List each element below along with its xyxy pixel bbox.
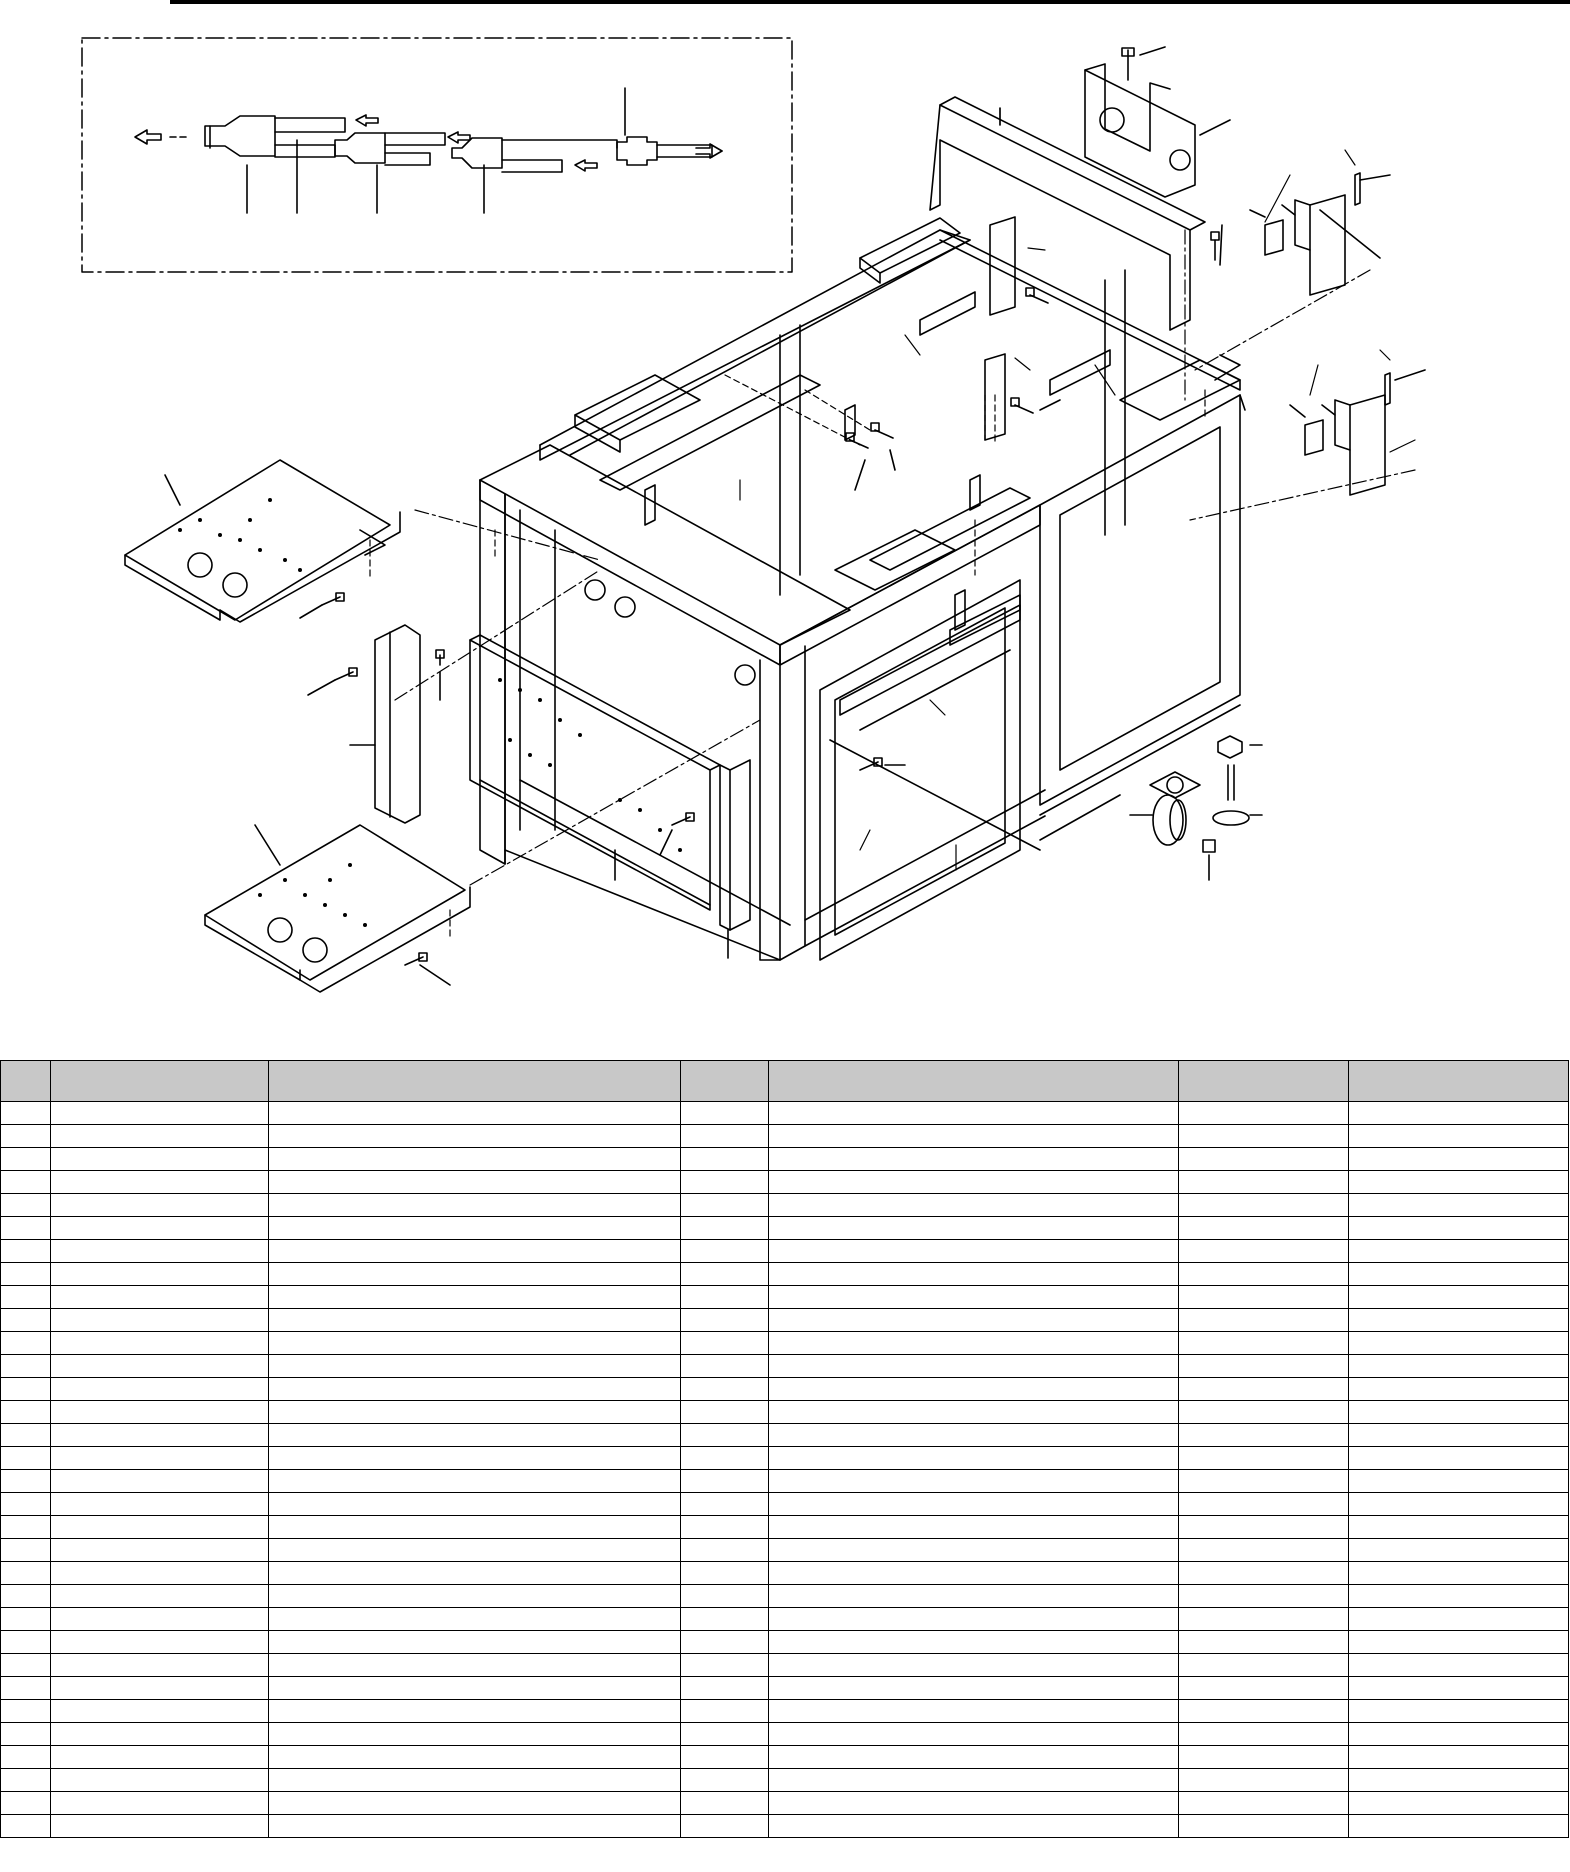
table-cell (51, 1263, 269, 1286)
table-cell (1, 1585, 51, 1608)
table-cell (769, 1286, 1179, 1309)
table-cell (269, 1539, 681, 1562)
table-cell (681, 1746, 769, 1769)
table-cell (1179, 1125, 1349, 1148)
table-cell (1179, 1309, 1349, 1332)
table-cell (1, 1309, 51, 1332)
table-cell (269, 1815, 681, 1838)
table-row (1, 1401, 1569, 1424)
table-cell (769, 1401, 1179, 1424)
header-cell (769, 1061, 1179, 1102)
table-cell (681, 1286, 769, 1309)
table-cell (769, 1332, 1179, 1355)
table-cell (269, 1746, 681, 1769)
table-cell (1349, 1746, 1569, 1769)
table-cell (1, 1539, 51, 1562)
table-cell (1349, 1608, 1569, 1631)
table-cell (1179, 1355, 1349, 1378)
caster-wheel (1130, 772, 1200, 845)
front-post (720, 760, 750, 958)
table-cell (269, 1470, 681, 1493)
table-cell (1179, 1470, 1349, 1493)
table-cell (769, 1746, 1179, 1769)
table-cell (51, 1125, 269, 1148)
table-cell (1, 1332, 51, 1355)
table-cell (1349, 1194, 1569, 1217)
table-cell (1179, 1677, 1349, 1700)
sensor-bracket-lower (1290, 370, 1425, 495)
table-cell (1, 1355, 51, 1378)
table-cell (1, 1424, 51, 1447)
table-cell (1179, 1263, 1349, 1286)
table-cell (1349, 1654, 1569, 1677)
table-cell (1, 1677, 51, 1700)
table-cell (681, 1424, 769, 1447)
air-flow-inset (82, 38, 792, 272)
table-cell (769, 1608, 1179, 1631)
table-cell (1, 1401, 51, 1424)
table-row (1, 1792, 1569, 1815)
table-cell (51, 1102, 269, 1125)
table-row (1, 1654, 1569, 1677)
header-cell (51, 1061, 269, 1102)
table-cell (769, 1240, 1179, 1263)
table-cell (1, 1171, 51, 1194)
table-cell (1, 1194, 51, 1217)
table-cell (681, 1194, 769, 1217)
table-cell (269, 1677, 681, 1700)
table-cell (1179, 1171, 1349, 1194)
table-row (1, 1700, 1569, 1723)
table-row (1, 1769, 1569, 1792)
table-cell (1349, 1769, 1569, 1792)
header-cell (1, 1061, 51, 1102)
table-cell (769, 1194, 1179, 1217)
table-cell (1349, 1240, 1569, 1263)
table-row (1, 1608, 1569, 1631)
table-row (1, 1677, 1569, 1700)
leveling-foot (1203, 736, 1262, 880)
header-cell (269, 1061, 681, 1102)
table-cell (51, 1654, 269, 1677)
table-cell (1179, 1562, 1349, 1585)
table-cell (681, 1102, 769, 1125)
table-cell (769, 1539, 1179, 1562)
table-cell (769, 1700, 1179, 1723)
table-cell (681, 1539, 769, 1562)
table-cell (51, 1217, 269, 1240)
table-row (1, 1194, 1569, 1217)
table-cell (1, 1378, 51, 1401)
table-cell (1179, 1447, 1349, 1470)
table-cell (1, 1263, 51, 1286)
table-row (1, 1332, 1569, 1355)
table-cell (1179, 1539, 1349, 1562)
table-cell (769, 1355, 1179, 1378)
table-row (1, 1125, 1569, 1148)
table-cell (769, 1378, 1179, 1401)
table-cell (1, 1723, 51, 1746)
table-cell (681, 1792, 769, 1815)
table-cell (681, 1562, 769, 1585)
table-cell (1, 1102, 51, 1125)
table-row (1, 1585, 1569, 1608)
table-cell (1179, 1608, 1349, 1631)
table-cell (1179, 1378, 1349, 1401)
header-cell (1349, 1061, 1569, 1102)
table-cell (51, 1516, 269, 1539)
table-cell (51, 1792, 269, 1815)
table-cell (1179, 1148, 1349, 1171)
table-cell (1179, 1815, 1349, 1838)
top-gantry-bracket (930, 97, 1205, 330)
table-cell (1349, 1723, 1569, 1746)
table-cell (269, 1608, 681, 1631)
table-cell (51, 1424, 269, 1447)
table-cell (1179, 1217, 1349, 1240)
table-cell (1349, 1470, 1569, 1493)
table-cell (681, 1585, 769, 1608)
table-cell (681, 1608, 769, 1631)
table-cell (1349, 1792, 1569, 1815)
table-cell (1179, 1631, 1349, 1654)
table-cell (1179, 1516, 1349, 1539)
table-cell (1, 1125, 51, 1148)
table-cell (769, 1516, 1179, 1539)
table-cell (269, 1585, 681, 1608)
table-cell (269, 1401, 681, 1424)
table-cell (1179, 1792, 1349, 1815)
table-cell (769, 1792, 1179, 1815)
table-cell (269, 1378, 681, 1401)
table-cell (681, 1378, 769, 1401)
table-cell (769, 1447, 1179, 1470)
header-cell (681, 1061, 769, 1102)
main-frame (480, 230, 1245, 960)
table-cell (1, 1792, 51, 1815)
table-cell (681, 1332, 769, 1355)
table-cell (681, 1125, 769, 1148)
table-row (1, 1148, 1569, 1171)
table-cell (1, 1608, 51, 1631)
table-cell (681, 1263, 769, 1286)
table-row (1, 1309, 1569, 1332)
table-row (1, 1631, 1569, 1654)
table-cell (51, 1332, 269, 1355)
table-cell (681, 1401, 769, 1424)
table-cell (769, 1562, 1179, 1585)
table-row (1, 1378, 1569, 1401)
table-cell (681, 1769, 769, 1792)
table-cell (269, 1263, 681, 1286)
table-cell (51, 1401, 269, 1424)
table-cell (1179, 1723, 1349, 1746)
table-cell (1349, 1562, 1569, 1585)
table-cell (1349, 1217, 1569, 1240)
table-row (1, 1815, 1569, 1838)
table-cell (51, 1723, 269, 1746)
table-cell (51, 1539, 269, 1562)
table-cell (681, 1516, 769, 1539)
table-row (1, 1102, 1569, 1125)
u-bracket (1085, 47, 1230, 197)
table-cell (1179, 1700, 1349, 1723)
table-cell (269, 1447, 681, 1470)
table-cell (769, 1493, 1179, 1516)
table-cell (681, 1470, 769, 1493)
table-cell (1349, 1677, 1569, 1700)
table-cell (769, 1815, 1179, 1838)
table-cell (51, 1286, 269, 1309)
table-cell (51, 1355, 269, 1378)
table-cell (1179, 1194, 1349, 1217)
table-cell (51, 1700, 269, 1723)
table-cell (51, 1378, 269, 1401)
table-cell (769, 1125, 1179, 1148)
table-cell (269, 1217, 681, 1240)
table-cell (769, 1654, 1179, 1677)
table-cell (681, 1677, 769, 1700)
table-cell (1349, 1700, 1569, 1723)
table-cell (51, 1562, 269, 1585)
table-cell (681, 1493, 769, 1516)
table-cell (1349, 1309, 1569, 1332)
table-cell (769, 1677, 1179, 1700)
table-cell (1349, 1539, 1569, 1562)
table-cell (51, 1309, 269, 1332)
table-row (1, 1516, 1569, 1539)
table-row (1, 1746, 1569, 1769)
table-cell (681, 1355, 769, 1378)
table-cell (269, 1493, 681, 1516)
table-row (1, 1562, 1569, 1585)
table-cell (1, 1815, 51, 1838)
table-row (1, 1263, 1569, 1286)
table-cell (1349, 1493, 1569, 1516)
table-cell (681, 1217, 769, 1240)
table-cell (269, 1286, 681, 1309)
table-row (1, 1424, 1569, 1447)
table-cell (1179, 1746, 1349, 1769)
table-cell (51, 1631, 269, 1654)
table-cell (51, 1493, 269, 1516)
parts-list-table (0, 1060, 1569, 1838)
table-cell (769, 1470, 1179, 1493)
table-cell (1179, 1585, 1349, 1608)
table-cell (769, 1309, 1179, 1332)
table-cell (51, 1194, 269, 1217)
table-cell (1179, 1286, 1349, 1309)
table-row (1, 1171, 1569, 1194)
table-cell (1349, 1815, 1569, 1838)
table-cell (681, 1447, 769, 1470)
table-cell (1179, 1332, 1349, 1355)
table-cell (269, 1125, 681, 1148)
table-cell (1349, 1424, 1569, 1447)
sensor-bracket-upper (1250, 173, 1390, 295)
table-cell (269, 1194, 681, 1217)
table-cell (269, 1240, 681, 1263)
table-cell (769, 1148, 1179, 1171)
table-cell (269, 1148, 681, 1171)
left-upper-plate (125, 460, 400, 622)
table-cell (1349, 1286, 1569, 1309)
screws (300, 225, 1222, 985)
table-cell (1, 1562, 51, 1585)
table-cell (269, 1102, 681, 1125)
table-cell (51, 1746, 269, 1769)
table-cell (681, 1309, 769, 1332)
table-cell (1, 1493, 51, 1516)
table-cell (1349, 1125, 1569, 1148)
table-cell (51, 1815, 269, 1838)
table-cell (1, 1769, 51, 1792)
table-cell (681, 1723, 769, 1746)
table-cell (681, 1171, 769, 1194)
table-cell (769, 1631, 1179, 1654)
table-cell (1349, 1332, 1569, 1355)
table-cell (269, 1723, 681, 1746)
table-cell (1, 1286, 51, 1309)
table-cell (1349, 1378, 1569, 1401)
table-cell (1349, 1355, 1569, 1378)
table-cell (269, 1355, 681, 1378)
table-cell (1179, 1493, 1349, 1516)
table-cell (51, 1447, 269, 1470)
header-cell (1179, 1061, 1349, 1102)
table-row (1, 1355, 1569, 1378)
table-row (1, 1447, 1569, 1470)
table-cell (1349, 1102, 1569, 1125)
table-cell (769, 1102, 1179, 1125)
table-cell (681, 1815, 769, 1838)
table-row (1, 1723, 1569, 1746)
table-cell (769, 1217, 1179, 1240)
left-lower-plate (205, 825, 470, 992)
table-cell (51, 1470, 269, 1493)
table-cell (269, 1769, 681, 1792)
table-cell (269, 1792, 681, 1815)
table-cell (681, 1654, 769, 1677)
table-cell (769, 1585, 1179, 1608)
table-cell (1179, 1424, 1349, 1447)
table-cell (681, 1240, 769, 1263)
table-row (1, 1470, 1569, 1493)
table-cell (1349, 1447, 1569, 1470)
table-cell (269, 1332, 681, 1355)
table-cell (269, 1700, 681, 1723)
table-cell (1, 1470, 51, 1493)
table-cell (1, 1447, 51, 1470)
table-cell (269, 1424, 681, 1447)
table-cell (769, 1263, 1179, 1286)
table-cell (1, 1217, 51, 1240)
table-cell (269, 1516, 681, 1539)
table-cell (1, 1631, 51, 1654)
table-cell (51, 1677, 269, 1700)
table-cell (51, 1608, 269, 1631)
table-cell (51, 1769, 269, 1792)
table-cell (1179, 1654, 1349, 1677)
table-cell (1, 1700, 51, 1723)
table-cell (1179, 1401, 1349, 1424)
table-cell (269, 1309, 681, 1332)
table-cell (51, 1240, 269, 1263)
table-cell (269, 1654, 681, 1677)
table-cell (1349, 1148, 1569, 1171)
table-cell (1349, 1401, 1569, 1424)
table-cell (1, 1516, 51, 1539)
table-row (1, 1539, 1569, 1562)
table-cell (1349, 1263, 1569, 1286)
front-panel (470, 635, 720, 910)
parts-table-body (1, 1102, 1569, 1838)
table-cell (681, 1631, 769, 1654)
table-cell (1349, 1631, 1569, 1654)
table-cell (769, 1424, 1179, 1447)
table-cell (1349, 1171, 1569, 1194)
table-row (1, 1217, 1569, 1240)
table-cell (269, 1631, 681, 1654)
table-cell (269, 1562, 681, 1585)
table-cell (769, 1769, 1179, 1792)
table-cell (1349, 1585, 1569, 1608)
table-header-row (1, 1061, 1569, 1102)
table-cell (269, 1171, 681, 1194)
table-cell (1, 1654, 51, 1677)
table-row (1, 1286, 1569, 1309)
angle-post (350, 625, 420, 823)
table-cell (681, 1700, 769, 1723)
table-cell (1349, 1516, 1569, 1539)
table-row (1, 1493, 1569, 1516)
table-cell (681, 1148, 769, 1171)
table-cell (1, 1240, 51, 1263)
table-cell (1179, 1769, 1349, 1792)
table-cell (1, 1148, 51, 1171)
table-cell (1, 1746, 51, 1769)
table-cell (51, 1148, 269, 1171)
table-cell (769, 1723, 1179, 1746)
table-cell (51, 1171, 269, 1194)
table-cell (51, 1585, 269, 1608)
table-cell (1179, 1102, 1349, 1125)
table-cell (1179, 1240, 1349, 1263)
table-cell (769, 1171, 1179, 1194)
table-row (1, 1240, 1569, 1263)
